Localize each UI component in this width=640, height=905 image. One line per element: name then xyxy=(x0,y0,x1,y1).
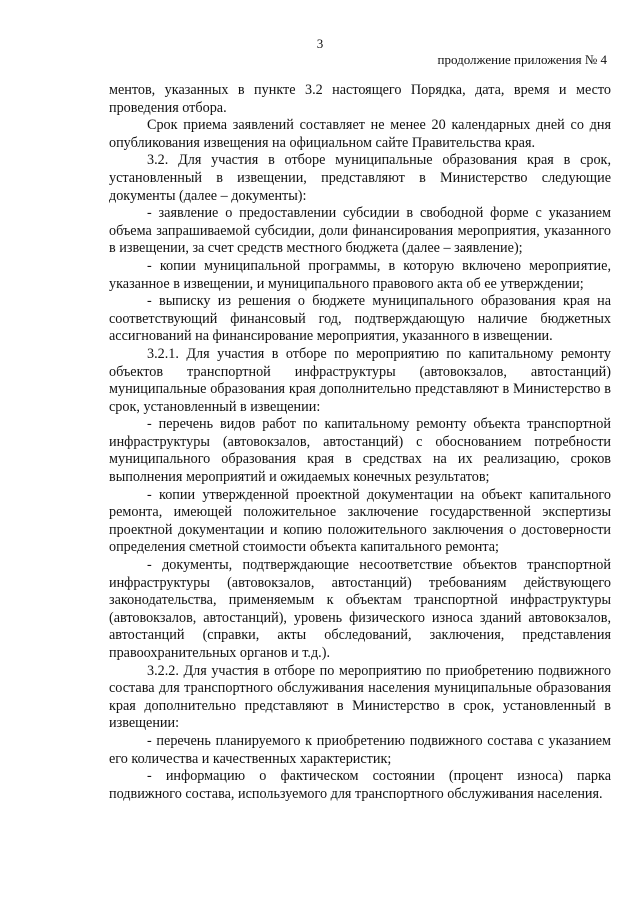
list-item: - перечень планируемого к приобретению подвижного состава с указанием его количества и качественных характеристик; xyxy=(109,732,611,767)
section-3-2-2-paragraph: 3.2.2. Для участия в отборе по мероприятию по приобретению подвижного состава для транспортного обслуживания населения муниципальные образования края дополнительно представляют в Министерство в срок, установленный в извещении: xyxy=(109,662,611,732)
paragraph: Срок приема заявлений составляет не менее 20 календарных дней со дня опубликования извещения на официальном сайте Правительства края. xyxy=(109,117,611,151)
list-item: - перечень видов работ по капитальному ремонту объекта транспортной инфраструктуры (автовокзалов, автостанций) с обоснованием потребности муниципального образования края в средствах на их реализацию, сроков выполнения мероприятий и ожидаемых конечных результатов; xyxy=(109,416,611,486)
list-item: - информацию о фактическом состоянии (процент износа) парка подвижного состава, используемого для транспортного обслуживания населения. xyxy=(109,768,611,802)
section-3-2-paragraph: 3.2. Для участия в отборе муниципальные образования края в срок, установленный в извещении, представляют в Министерство следующие документы (далее – документы): xyxy=(109,152,611,204)
paragraph: ментов, указанных в пункте 3.2 настоящего Порядка, дата, время и место проведения отбора. xyxy=(109,82,611,116)
document-body xyxy=(109,82,611,803)
list-item: - заявление о предоставлении субсидии в свободной форме с указанием объема запрашиваемой субсидии, доли финансирования мероприятия, указанного в извещении, за счет средств местного бюджета (далее – заявление); xyxy=(109,205,611,257)
list-item: - выписку из решения о бюджете муниципального образования края на соответствующий финансовый год, подтверждающую наличие бюджетных ассигнований на финансирование мероприятия, указанного в извещении. xyxy=(109,293,611,345)
section-3-2-1-paragraph: 3.2.1. Для участия в отборе по мероприятию по капитальному ремонту объектов транспортной инфраструктуры (автовокзалов, автостанций) муниципальные образования края дополнительно представляют в Министерство в срок, установленный в извещении: xyxy=(109,345,611,415)
appendix-continuation-note: продолжение приложения № 4 xyxy=(437,52,607,67)
list-item: - документы, подтверждающие несоответствие объектов транспортной инфраструктуры (автовокзалов, автостанций) требованиям действующего законодательства, применяемым к объектам транспортной инфраструктуры (автовокзалов, автостанций), уровень физического износа зданий автовокзалов, автостанций (справки, акты обследований, заключения, представления правоохранительных органов и т.д.). xyxy=(109,557,611,661)
list-item: - копии утвержденной проектной документации на объект капитального ремонта, имеющей положительное заключение государственной экспертизы проектной документации и копию положительного заключения о достоверности определения сметной стоимости объекта капитального ремонта; xyxy=(109,486,611,556)
page-number: 3 xyxy=(316,36,324,51)
list-item: - копии муниципальной программы, в которую включено мероприятие, указанное в извещении, и муниципального правового акта об ее утверждении; xyxy=(109,257,611,292)
